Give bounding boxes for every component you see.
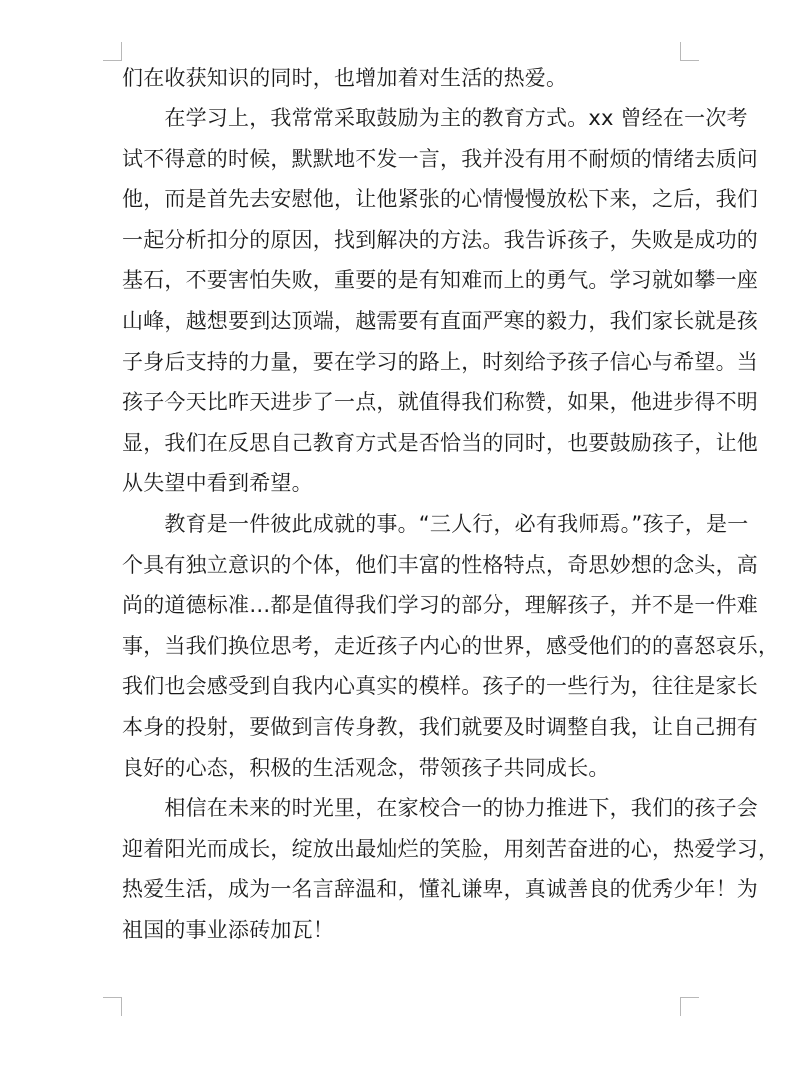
text-line: 本身的投射，要做到言传身教，我们就要及时调整自我，让自己拥有 (122, 714, 758, 739)
text-line: 显，我们在反思自己教育方式是否恰当的同时，也要鼓励孩子，让他 (122, 430, 758, 455)
bottom-right-margin-mark (680, 997, 699, 1016)
text-line: 尚的道德标准…都是值得我们学习的部分，理解孩子，并不是一件难 (122, 593, 758, 618)
text-line: 良好的心态，积极的生活观念，带领孩子共同成长。 (122, 755, 610, 780)
text-line: 基石，不要害怕失败，重要的是有知难而上的勇气。学习就如攀一座 (122, 268, 758, 293)
text-line: 他，而是首先去安慰他，让他紧张的心情慢慢放松下来，之后，我们 (122, 187, 758, 212)
text-line: 祖国的事业添砖加瓦！ (122, 917, 334, 942)
top-left-margin-mark (103, 42, 122, 61)
text-line: 个具有独立意识的个体，他们丰富的性格特点，奇思妙想的念头，高 (122, 552, 758, 577)
text-line: 热爱生活，成为一名言辞温和，懂礼谦卑，真诚善良的优秀少年！为 (122, 877, 758, 902)
text-line: 一起分析扣分的原因，找到解决的方法。我告诉孩子，失败是成功的 (122, 227, 758, 252)
text-line: 迎着阳光而成长，绽放出最灿烂的笑脸，用刻苦奋进的心，热爱学习， (122, 836, 780, 861)
text-line: 试不得意的时候，默默地不发一言，我并没有用不耐烦的情绪去质问 (122, 146, 758, 171)
text-line: 子身后支持的力量，要在学习的路上，时刻给予孩子信心与希望。当 (122, 349, 758, 374)
text-line: 们在收获知识的同时，也增加着对生活的热爱。 (122, 66, 568, 90)
text-line: 相信在未来的时光里，在家校合一的协力推进下，我们的孩子会 (122, 796, 758, 821)
text-line: 在学习上，我常常采取鼓励为主的教育方式。xx 曾经在一次考 (122, 106, 748, 130)
text-line: 孩子今天比昨天进步了一点，就值得我们称赞，如果，他进步得不明 (122, 390, 758, 415)
text-line: 事，当我们换位思考，走近孩子内心的世界，感受他们的的喜怒哀乐， (122, 633, 780, 658)
text-line: 从失望中看到希望。 (122, 471, 313, 496)
text-line: 我们也会感受到自我内心真实的模样。孩子的一些行为，往往是家长 (122, 674, 758, 699)
text-line: 教育是一件彼此成就的事。“三人行，必有我师焉。”孩子，是一 (122, 511, 749, 536)
text-line: 山峰，越想要到达顶端，越需要有直面严寒的毅力，我们家长就是孩 (122, 308, 758, 333)
bottom-left-margin-mark (103, 997, 122, 1016)
document-body (122, 58, 780, 950)
